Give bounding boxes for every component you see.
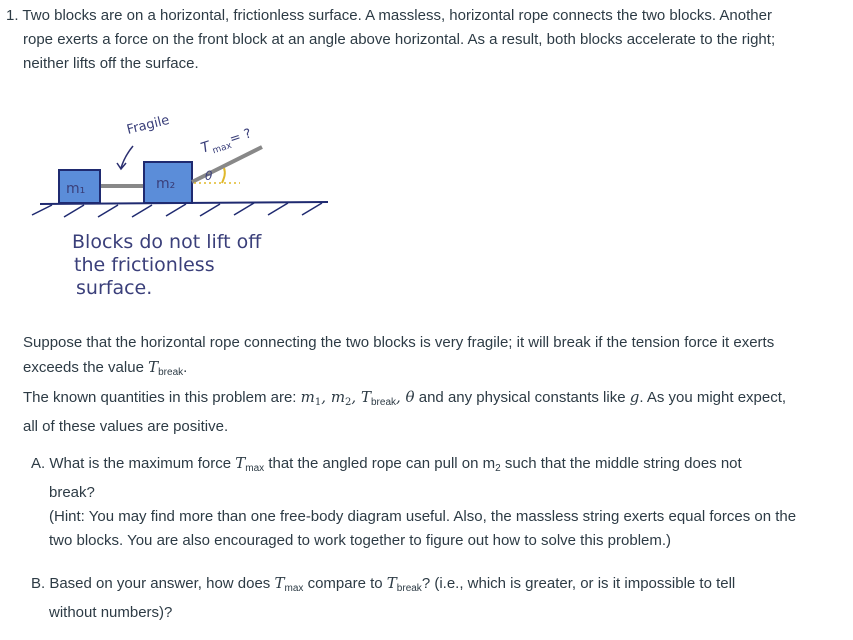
- tmax-subscript: max: [211, 140, 234, 157]
- part-a-m2-sub: 2: [495, 463, 501, 474]
- setup-line-4: all of these values are positive.: [23, 418, 229, 435]
- part-b-tbreak: T: [386, 574, 397, 592]
- fragile-label: Fragile: [125, 112, 172, 138]
- tmax-equals: = ?: [227, 126, 254, 148]
- known-quantities-text: The known quantities in this problem are:: [23, 389, 301, 406]
- part-a-line-1: [31, 451, 841, 481]
- intro-line-1: Two blocks are on a horizontal, frictionless surface. A massless, horizontal rope connects the two blocks. Another: [22, 7, 772, 24]
- setup-line-2: [23, 355, 838, 385]
- part-a-mid: that the angled rope can pull on: [264, 455, 483, 472]
- setup-line-2-end: .: [183, 359, 188, 376]
- part-b: [31, 571, 841, 625]
- comma-3: ,: [396, 388, 406, 406]
- known-m1: m: [300, 388, 315, 406]
- part-b-tbreak-sub: break: [396, 583, 422, 594]
- part-b-line-2: without numbers)?: [49, 604, 173, 621]
- part-a-tmax-sub: max: [245, 463, 265, 474]
- part-a-tail: such that the middle string does not: [500, 455, 742, 472]
- part-a-tmax: T: [235, 454, 246, 472]
- setup-line-3: [23, 385, 838, 415]
- part-b-tmax: T: [274, 574, 285, 592]
- problem-number: 1.: [6, 7, 19, 24]
- note-line-1: Blocks do not lift off: [72, 231, 262, 253]
- part-a-prefix: A. What is the maximum force: [31, 455, 236, 472]
- angle-arc: [222, 168, 225, 183]
- part-a-hint-1: (Hint: You may find more than one free-body diagram useful. Also, the massless string exerts equal forces on the: [49, 508, 797, 525]
- tmax-letter: T: [199, 138, 213, 157]
- constants-text: and any physical constants like: [414, 389, 630, 406]
- intro-line-2: rope exerts a force on the front block at an angle above horizontal. As a result, both blocks accelerate to the right;: [23, 31, 776, 48]
- part-b-prefix: B. Based on your answer, how does: [31, 575, 275, 592]
- block-m1-label: m₁: [66, 181, 86, 197]
- part-b-line-1: [31, 571, 841, 601]
- part-a: [31, 451, 841, 553]
- known-m2-sub: 2: [345, 397, 352, 408]
- part-b-tmax-sub: max: [284, 583, 304, 594]
- part-b-mid: compare to: [303, 575, 387, 592]
- known-t-sub: break: [370, 397, 396, 408]
- g-var: g: [629, 388, 640, 406]
- t-break-sub: break: [158, 367, 184, 378]
- block-m2-label: m₂: [156, 176, 176, 192]
- part-a-m2: m: [482, 455, 496, 472]
- part-b-tail: ? (i.e., which is greater, or is it impossible to tell: [421, 575, 736, 592]
- ground-hatching: [32, 203, 322, 217]
- t-break-var: T: [148, 358, 159, 376]
- intro-line-3: neither lifts off the surface.: [23, 55, 199, 72]
- known-m2: m: [330, 388, 346, 406]
- setup-line-3-end: . As you might expect,: [639, 389, 787, 406]
- setup-line-1: Suppose that the horizontal rope connecting the two blocks is very fragile; it will break if the tension force it exerts: [23, 334, 775, 351]
- known-theta: θ: [405, 388, 415, 406]
- part-a-line-2: break?: [49, 484, 95, 501]
- theta-label: θ: [205, 169, 213, 183]
- known-t: T: [360, 388, 371, 406]
- known-m1-sub: 1: [314, 397, 322, 408]
- setup-line-2-text: exceeds the value: [23, 359, 149, 376]
- comma-2: ,: [351, 388, 361, 406]
- comma-1: ,: [321, 388, 331, 406]
- part-a-hint-2: two blocks. You are also encouraged to work together to figure out how to solve this problem.): [49, 532, 672, 549]
- setup-paragraph: [23, 331, 838, 439]
- fragile-arrow: [121, 146, 133, 168]
- note-line-3: surface.: [76, 277, 153, 299]
- note-line-2: the frictionless: [74, 254, 215, 276]
